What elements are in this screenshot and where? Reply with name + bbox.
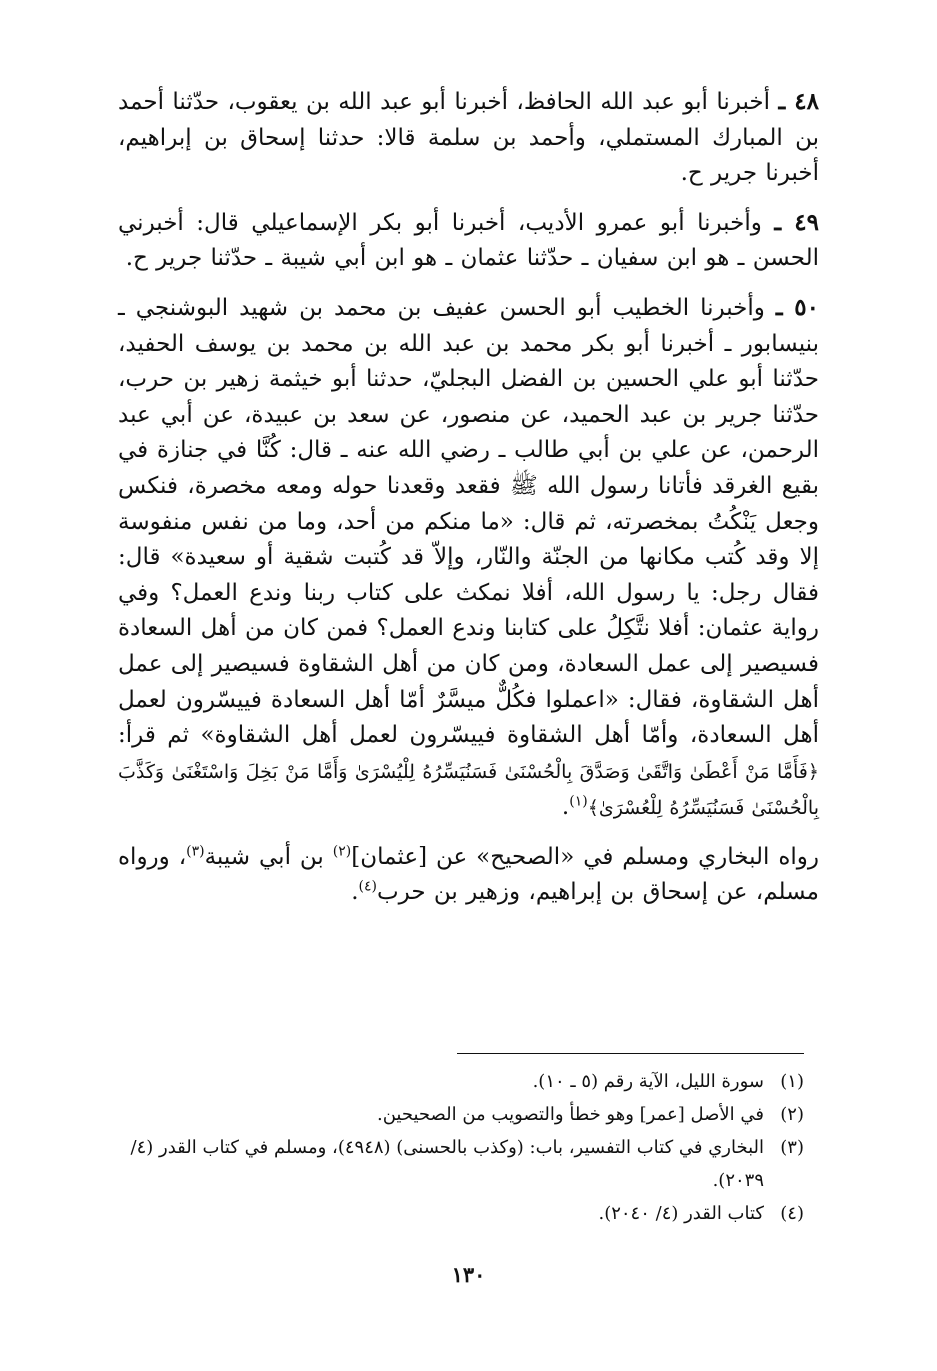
paragraph-number: ٥٠ ـ xyxy=(775,293,820,321)
footnote-number: (٤) xyxy=(780,1203,804,1224)
footnote-1 xyxy=(118,1065,804,1098)
narration-text-2: بن أبي شيبة xyxy=(204,843,324,870)
quran-verse: ﴿فَأَمَّا مَنْ أَعْطَىٰ وَاتَّقَىٰ وَصَدَّقَ بِالْحُسْنَىٰ فَسَنُيَسِّرُهُ لِلْيُسْرَىٰ وَأَمَّا مَنْ بَخِلَ وَاسْتَغْنَىٰ وَكَذَّبَ بِالْحُسْنَىٰ فَسَنُيَسِّرُهُ لِلْعُسْرَىٰ﴾ xyxy=(118,760,819,820)
footnotes xyxy=(118,1065,804,1230)
footnote-3 xyxy=(118,1131,804,1197)
paragraph-number: ٤٨ ـ xyxy=(778,88,820,115)
footnote-2 xyxy=(118,1098,804,1131)
footnote-ref-2: (٢) xyxy=(332,843,352,860)
footnote-ref-1: (١) xyxy=(569,793,588,810)
footnote-text: البخاري في كتاب التفسير، باب: (وكذب بالحسنى) (٤٩٤٨)، ومسلم في كتاب القدر (٤/ ٢٠٣٩). xyxy=(130,1137,764,1191)
footnote-number: (٢) xyxy=(780,1104,804,1125)
footnote-number: (٣) xyxy=(780,1137,804,1158)
footnote-text: كتاب القدر (٤/ ٢٠٤٠). xyxy=(598,1203,764,1224)
paragraph-text: وأخبرنا الخطيب أبو الحسن عفيف بن محمد بن شهيد البوشنجي ـ بنيسابور ـ أخبرنا أبو بكر محمد بن عبد الله بن محمد بن يوسف الحفيد، حدّثنا أبو علي الحسين بن الفضل البجليّ، حدثنا أبو خيثمة زهير بن حرب، حدّثنا جرير بن عبد الحميد، عن منصور، عن سعد بن عبيدة، عن أبي عبد الرحمن، عن علي بن أبي طالب ـ رضي الله عنه ـ قال: كُنَّا في جنازة في بقيع الغرقد فأتانا رسول الله ﷺ فقعد وقعدنا حوله ومعه مخصرة، فنكس وجعل يَنْكُتُ بمخصرته، ثم قال: «ما منكم من أحد، وما من نفس منفوسة إلا وقد كُتب مكانها من الجنّة والنّار، وإلاّ قد كُتبت شقية أو سعيدة» قال: فقال رجل: يا رسول الله، أفلا نمكث على كتاب ربنا وندع العمل؟ وفي رواية عثمان: أفلا نتَّكِلُ على كتابنا وندع العمل؟ فمن كان من أهل السعادة فسيصير إلى عمل السعادة، ومن كان من أهل الشقاوة فسيصير إلى عمل أهل الشقاوة، فقال: «اعملوا فكُلٌّ ميسَّرٌ أمّا أهل السعادة فييسّرون لعمل أهل السعادة، وأمّا أهل الشقاوة فييسّرون لعمل أهل الشقاوة» ثم قرأ: xyxy=(118,294,819,749)
narration-paragraph xyxy=(118,840,819,911)
page-number: ١٣٠ xyxy=(451,1262,486,1287)
main-text xyxy=(118,84,819,911)
narration-text-3: ، ورواه مسلم، عن إسحاق بن إبراهيم، وزهير بن حرب xyxy=(118,843,819,906)
footnote-ref-3: (٣) xyxy=(186,843,205,860)
footnote-text: سورة الليل، الآية رقم (٥ ـ ١٠). xyxy=(532,1071,764,1092)
footnote-text: في الأصل [عمر] وهو خطأ والتصويب من الصحيحين. xyxy=(377,1104,764,1125)
narration-text-1: رواه البخاري ومسلم في «الصحيح» عن [عثمان] xyxy=(351,843,819,870)
footnote-4 xyxy=(118,1197,804,1230)
hadith-paragraph-50 xyxy=(118,290,819,827)
footnote-number: (١) xyxy=(780,1071,804,1092)
paragraph-number: ٤٩ ـ xyxy=(774,208,820,236)
paragraph-text: أخبرنا أبو عبد الله الحافظ، أخبرنا أبو عبد الله بن يعقوب، حدّثنا أحمد بن المبارك المستملي، وأحمد بن سلمة قالا: حدثنا إسحاق بن إبراهيم، أخبرنا جرير ح. xyxy=(118,89,819,187)
hadith-paragraph-49 xyxy=(118,205,819,277)
hadith-paragraph-48 xyxy=(118,84,819,192)
footnote-ref-4: (٤) xyxy=(358,878,378,895)
footnote-divider xyxy=(457,1053,804,1054)
paragraph-end: . xyxy=(561,794,570,821)
narration-end: . xyxy=(351,879,359,906)
paragraph-text: وأخبرنا أبو عمرو الأديب، أخبرنا أبو بكر الإسماعيلي قال: أخبرني الحسن ـ هو ابن سفيان ـ حدّثنا عثمان ـ هو ابن أبي شيبة ـ حدّثنا جرير ح. xyxy=(118,209,819,272)
